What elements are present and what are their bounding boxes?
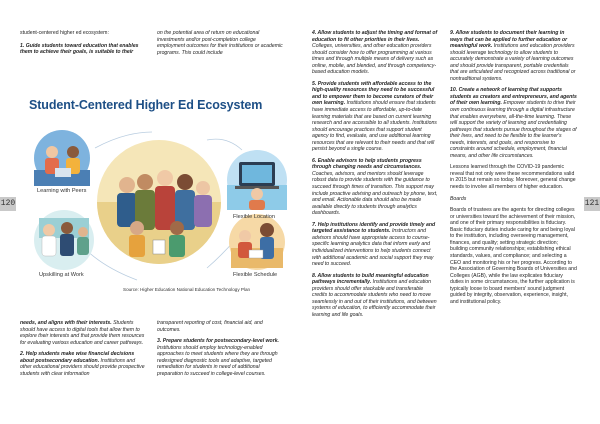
- item1-end: needs, and aligns with their interests.: [20, 320, 112, 326]
- item2-lead: 2. Help students make wise financial decisions about postsecondary education.: [20, 351, 135, 364]
- item8: [312, 273, 439, 319]
- item1-rest: Students should have access to digital tools that allow them to explore their interests and that provide them resources for evaluating various education and career pathways.: [20, 320, 145, 346]
- learning-with-peers-illustration: [34, 130, 90, 186]
- ecosystem-figure: [17, 90, 295, 300]
- item3: [157, 338, 283, 377]
- figure-graphic: [17, 90, 295, 300]
- item3-rest: Institutions should employ technology-enabled approaches to meet students where they are through redesigned diagnostic tools and adaptive, targeted remediation for students in need of additional preparation to succeed in college-level courses.: [157, 344, 278, 377]
- lessons-paragraph: Lessons learned through the COVID-19 pandemic reveal that not only were these recommendations valid in 2015 but remain so today. Moreover, general change needs to involve all members of higher education.: [450, 164, 576, 191]
- item7-rest: Instructors and advisors should have appropriate access to course-specific learning analytics data that inform early and individualized interventions to help students connect with additional academic and social support they may need to succeed.: [312, 228, 434, 268]
- label-flexible-location: Flexible Location: [233, 214, 275, 220]
- item9: [450, 30, 577, 82]
- item8-lead: 8. Allow students to build meaningful education pathways incrementally.: [312, 272, 429, 286]
- right-col1: [312, 30, 439, 318]
- boards-paragraph: Boards of trustees are the agents for directing colleges or universities toward the achievement of their mission, and one of their primary responsibilities is fiduciary. Basic fiduciary duties include caring for and being loyal to the institution, including overseeing management, finances, and quality; setting strategic direction; building community relationships; establishing ethical standards, values, and compliance; and selecting a CEO and monitoring his or her progress. According to the Association of Governing Boards of Universities and Colleges (AGB), while the law explicates fiduciary duties in some circumstances, the further application is typically loose to board members' sound judgment guided by integrity, observation, experience, insight, and institutional policy.: [450, 207, 577, 305]
- item1-lead: 1. Guide students toward education that enables them to achieve their goals, is suitable to their: [20, 42, 139, 56]
- item4-lead: 4. Allow students to adjust the timing and format of education to fit other priorities in their lives.: [312, 30, 438, 43]
- item2-rest: Institutions and other educational providers should provide prospective students with clear information: [20, 357, 145, 377]
- item6-lead: 6. Enable advisors to help students progress through changing needs and circumstances.: [312, 157, 422, 171]
- right-page-number: 121: [584, 197, 600, 211]
- label-flexible-schedule: Flexible Schedule: [233, 272, 278, 278]
- item6: [312, 158, 439, 217]
- label-upskilling-at-work: Upskilling at Work: [39, 272, 84, 278]
- left-page-number: 120: [0, 197, 16, 211]
- intro-line: student-centered higher ed ecosystem:: [20, 30, 109, 36]
- item10: [450, 87, 577, 159]
- center-group-illustration: [97, 140, 221, 264]
- upskilling-at-work-illustration: [34, 210, 94, 270]
- flexible-location-illustration: [227, 150, 287, 210]
- item9-rest: Institutions and education providers should leverage technology to allow students to accurately demonstrate a variety of learning outcomes and should provide transparent, portable credentials that are articulated and recognized across traditional or nontraditional systems.: [450, 43, 576, 82]
- item2: [20, 351, 146, 377]
- item5-lead: 5. Provide students with affordable access to the high-quality resources they need to be successful and to empower them to become curators of their own learning.: [312, 80, 435, 107]
- item5: [312, 81, 439, 153]
- label-learning-with-peers: Learning with Peers: [37, 188, 87, 194]
- item8-rest: Institutions and education providers should offer stackable and transferable credits to accommodate students who need to move seamlessly in and out of their institutions, and between systems of education, to efficiently accommodate their learning and life goals.: [312, 279, 437, 318]
- item4-rest: Colleges, universities, and other education providers should consider how to offer programming at various times and through multiple means of delivery such as online, mobile, and blended, and through competency-based education models.: [312, 43, 437, 76]
- item7: [312, 222, 439, 268]
- boards-heading: Boards: [450, 195, 467, 202]
- item4: [312, 30, 439, 76]
- left-top-col2: [157, 30, 283, 56]
- item9-lead: 9. Allow students to document their learning in ways that can be applied to further education or meaningful work.: [450, 30, 568, 50]
- item1-continued: [20, 320, 146, 346]
- left-top-col1: [20, 30, 146, 56]
- item10-lead: 10. Create a network of learning that supports students as creators and entrepreneurs, and agents of their own learning.: [450, 87, 577, 107]
- item5-rest: Institutions should ensure that students have immediate access to affordable, up-to-date learning materials that are based on current learning research and are accessible to all students. Institutions should encourage practices that support student agency to find, evaluate, and use additional learning resources that are relevant to their needs and that will persist beyond a single course.: [312, 100, 437, 153]
- col2-top-text: on the potential area of return on educational investments and/or post-completion college employment outcomes for their institutions or academic programs. This could include: [157, 30, 283, 56]
- figure-title: Student-Centered Higher Ed Ecosystem: [29, 98, 263, 112]
- col2-cont: transparent reporting of cost, financial aid, and outcomes.: [157, 320, 263, 333]
- right-col2: [450, 30, 577, 305]
- item6-rest: Coaches, advisors, and mentors should leverage robust data to provide students with the guidance to succeed through times of transition. This support may include proactive advising and outreach by phone, text, and email. Actionable data should also be made available directly to students through analytics dashboards.: [312, 170, 438, 217]
- flexible-schedule-illustration: [229, 214, 285, 270]
- left-bottom-col2: [157, 320, 283, 377]
- item7-lead: 7. Help institutions identify and provide timely and targeted assistance to students.: [312, 221, 436, 235]
- left-bottom-col1: [20, 320, 146, 377]
- figure-source: Source: Higher Education National Education Technology Plan: [123, 287, 251, 292]
- item3-lead: 3. Prepare students for postsecondary-level work.: [157, 338, 279, 345]
- item10-rest: Empower students to drive their own continuous learning through a digital infrastructure that enables everywhere, all-the-time learning. These will support the variety of learning and credentialing pathways that students pursue throughout the stages of their lives, and need to be flexible to the learner's needs, interests, and goals, and responsive to constraints around schedule, employment, financial means, and other life circumstances.: [450, 100, 577, 159]
